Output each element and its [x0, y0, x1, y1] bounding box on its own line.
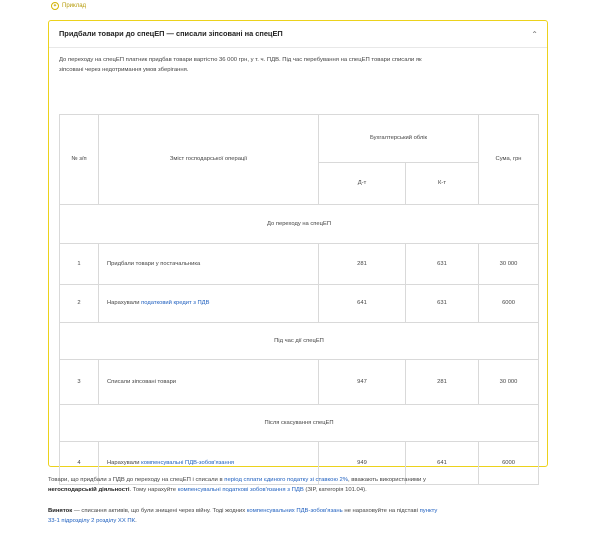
header-sum: Сума, грн: [479, 115, 539, 205]
card-title: Придбали товари до спецЕП — списали зіпсовані на спецЕП: [59, 29, 283, 38]
header-debit: Д-т: [319, 163, 406, 205]
row-sum: 6000: [479, 442, 539, 485]
header-accounting: Бухгалтерський облік: [319, 115, 479, 163]
chevron-up-icon[interactable]: ⌃: [531, 30, 538, 39]
row-operation-text: Нарахували: [107, 459, 142, 466]
table-row: [60, 360, 539, 405]
intro-line-2: зіпсовані через недотримання умов зберігання.: [59, 67, 189, 74]
example-label-text: Приклад: [62, 3, 87, 9]
row-num: 2: [60, 285, 99, 323]
compensating-vat-link[interactable]: компенсувальні ПДВ-зобов'язання: [141, 459, 235, 466]
section-after: Після скасування спецЕП: [60, 405, 539, 442]
header-content: Зміст господарської операції: [99, 115, 319, 205]
section-before: До переходу на спецЕП: [60, 205, 539, 244]
tax-code-point-link[interactable]: пункту: [419, 508, 438, 514]
intro-line-1: До переходу на спецЕП платник придбав товари вартістю 36 000 грн, у т. ч. ПДВ. Під час перебування на спецЕП товари списали як: [59, 57, 422, 63]
compensating-obligations-link[interactable]: компенсувальні податкові зобов'язання з ПДВ: [177, 487, 304, 494]
table-row: [60, 285, 539, 323]
row-operation: Списали зіпсовані товари: [99, 360, 319, 405]
footer-paragraph-1: [48, 475, 553, 496]
tax-code-section-link[interactable]: 33-1 підрозділу 2 розділу XX ПК: [48, 518, 136, 525]
footer-text: , вважають використаними у: [348, 477, 426, 483]
compensating-vat-obligations-link[interactable]: компенсувальних ПДВ-зобов'язань: [246, 508, 343, 514]
card-divider: [49, 47, 547, 48]
row-debit: 641: [319, 285, 406, 323]
header-credit: К-т: [406, 163, 479, 205]
footer-text: — списання активів, що були знищені через війну. Тоді жодних: [72, 508, 247, 514]
row-sum: 30 000: [479, 360, 539, 405]
single-tax-period-link[interactable]: період сплати єдиного податку зі ставкою 2%: [224, 477, 349, 483]
footer-text: Товари, що придбали з ПДВ до переходу на спецЕП і списали в: [48, 477, 225, 483]
row-num: 4: [60, 442, 99, 485]
card-intro: [59, 55, 539, 76]
row-credit: 631: [406, 285, 479, 323]
table-row: [60, 244, 539, 285]
footer-bold: Виняток: [48, 508, 73, 514]
footer-text: .: [135, 518, 137, 525]
row-credit: 281: [406, 360, 479, 405]
row-credit: 641: [406, 442, 479, 485]
footer-text: . Тому нарахуйте: [129, 487, 178, 494]
example-icon: ✦: [52, 2, 58, 9]
example-card: [48, 20, 548, 467]
row-debit: 947: [319, 360, 406, 405]
row-credit: 631: [406, 244, 479, 285]
tax-credit-link[interactable]: податковий кредит з ПДВ: [141, 300, 210, 307]
section-during: Під час дії спецЕП: [60, 323, 539, 360]
footer-text: (ЗІР, категорія 101.04).: [303, 487, 367, 494]
footer-paragraph-2: [48, 506, 553, 527]
row-debit: 281: [319, 244, 406, 285]
row-sum: 30 000: [479, 244, 539, 285]
row-operation-text: Нарахували: [107, 300, 142, 307]
row-sum: 6000: [479, 285, 539, 323]
row-num: 1: [60, 244, 99, 285]
row-debit: 949: [319, 442, 406, 485]
footer-text: не нараховуйте на підставі: [342, 508, 420, 514]
example-label: [51, 2, 86, 11]
footer-bold: негосподарській діяльності: [48, 487, 130, 494]
row-num: 3: [60, 360, 99, 405]
operations-table: [59, 114, 539, 485]
row-operation: [99, 285, 319, 323]
row-operation: Придбали товари у постачальника: [99, 244, 319, 285]
header-num: № з/п: [60, 115, 99, 205]
